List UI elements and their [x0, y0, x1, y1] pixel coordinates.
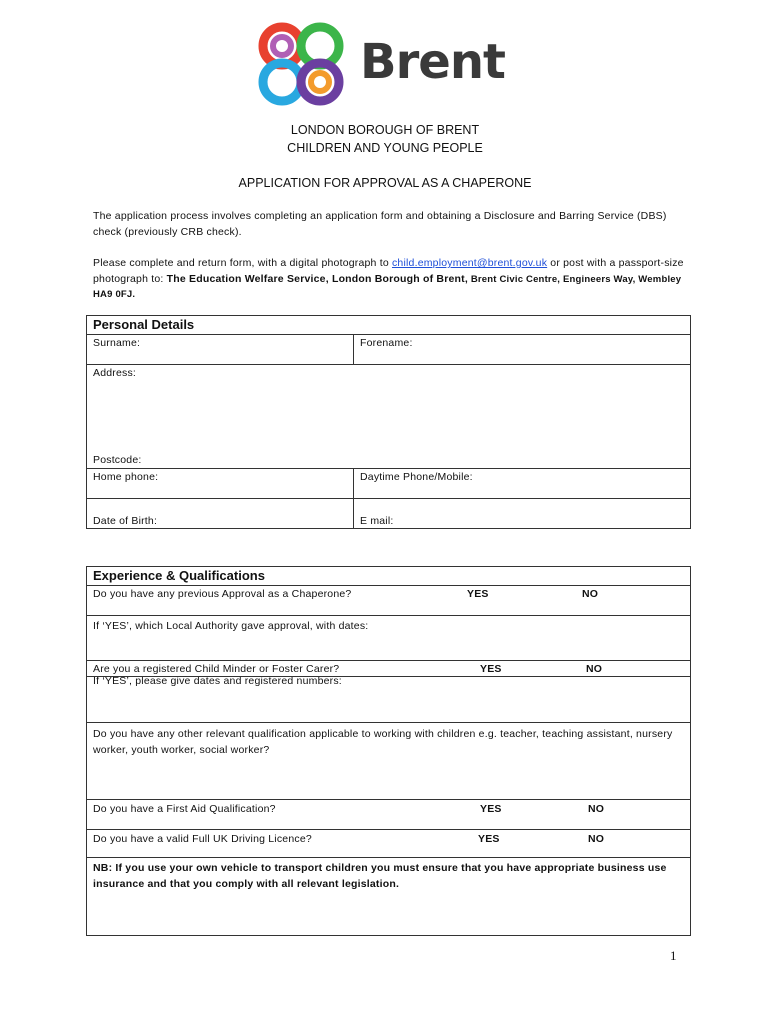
q5-yes[interactable]: YES [478, 833, 500, 845]
q1-row [87, 586, 691, 616]
email-link[interactable]: child.employment@brent.gov.uk [391, 257, 548, 269]
brent-wordmark: Brent [360, 34, 505, 90]
experience-title: Experience & Qualifications [87, 567, 691, 586]
q1-yes[interactable]: YES [467, 588, 489, 600]
dob-field[interactable] [87, 499, 354, 529]
daytime-phone-field[interactable]: Daytime Phone/Mobile: [354, 469, 691, 499]
address-label: Address: [93, 367, 137, 379]
q5-label: Do you have a valid Full UK Driving Licence? [93, 833, 312, 845]
email-label: E mail: [360, 515, 394, 527]
surname-field[interactable]: Surname: [87, 335, 354, 365]
q5-row [87, 830, 691, 858]
q1-label: Do you have any previous Approval as a Chaperone? [93, 588, 352, 600]
nb-note[interactable]: NB: If you use your own vehicle to transport children you must ensure that you have appropriate business use insurance and that you comply with all relevant legislation. [87, 858, 691, 936]
forename-field[interactable]: Forename: [354, 335, 691, 365]
intro-text-a: Please complete and return form, with a digital photograph to [93, 257, 392, 269]
q5-no[interactable]: NO [588, 833, 605, 845]
q2-yes[interactable]: YES [480, 663, 502, 675]
header-line-1: LONDON BOROUGH OF BRENT [290, 123, 480, 137]
page-number: 1 [670, 948, 677, 963]
q3-field[interactable]: Do you have any other relevant qualification applicable to working with children e.g. teacher, teaching assistant, nursery worker, youth worker, social worker? [87, 723, 691, 800]
address-small: Brent Civic Centre, Engineers Way, Wembley HA9 0FJ. [93, 273, 682, 300]
q4-yes[interactable]: YES [480, 803, 502, 815]
q4-label: Do you have a First Aid Qualification? [93, 803, 276, 815]
postcode-label: Postcode: [93, 454, 142, 466]
q2-row[interactable] [87, 661, 691, 723]
experience-table [86, 566, 691, 936]
address-field[interactable] [87, 365, 691, 469]
q2-label: Are you a registered Child Minder or Foster Carer? [93, 663, 340, 675]
email-field[interactable] [354, 499, 691, 529]
personal-details-table [86, 315, 691, 529]
q2-divider [87, 676, 690, 677]
dob-label: Date of Birth: [93, 515, 158, 527]
address-bold: The Education Welfare Service, London Borough of Brent, [166, 272, 468, 285]
home-phone-field[interactable]: Home phone: [87, 469, 354, 499]
personal-details-title: Personal Details [87, 316, 691, 335]
q4-no[interactable]: NO [588, 803, 605, 815]
intro-text-b: or post with a passport-size photograph to: [93, 257, 684, 285]
q2-no[interactable]: NO [586, 663, 603, 675]
intro-paragraph-1: The application process involves completing an application form and obtaining a Disclosure and Barring Service (DBS) check (previously CRB check). [93, 210, 667, 238]
intro-paragraph-2 [93, 256, 693, 303]
header-line-2: CHILDREN AND YOUNG PEOPLE [287, 141, 483, 155]
q1-followup-field[interactable]: If ‘YES’, which Local Authority gave approval, with dates: [87, 616, 691, 661]
page-title: APPLICATION FOR APPROVAL AS A CHAPERONE [238, 176, 532, 190]
q1-no[interactable]: NO [582, 588, 599, 600]
q2-followup-label: If ‘YES’, please give dates and registered numbers: [93, 675, 342, 687]
q4-row [87, 800, 691, 830]
